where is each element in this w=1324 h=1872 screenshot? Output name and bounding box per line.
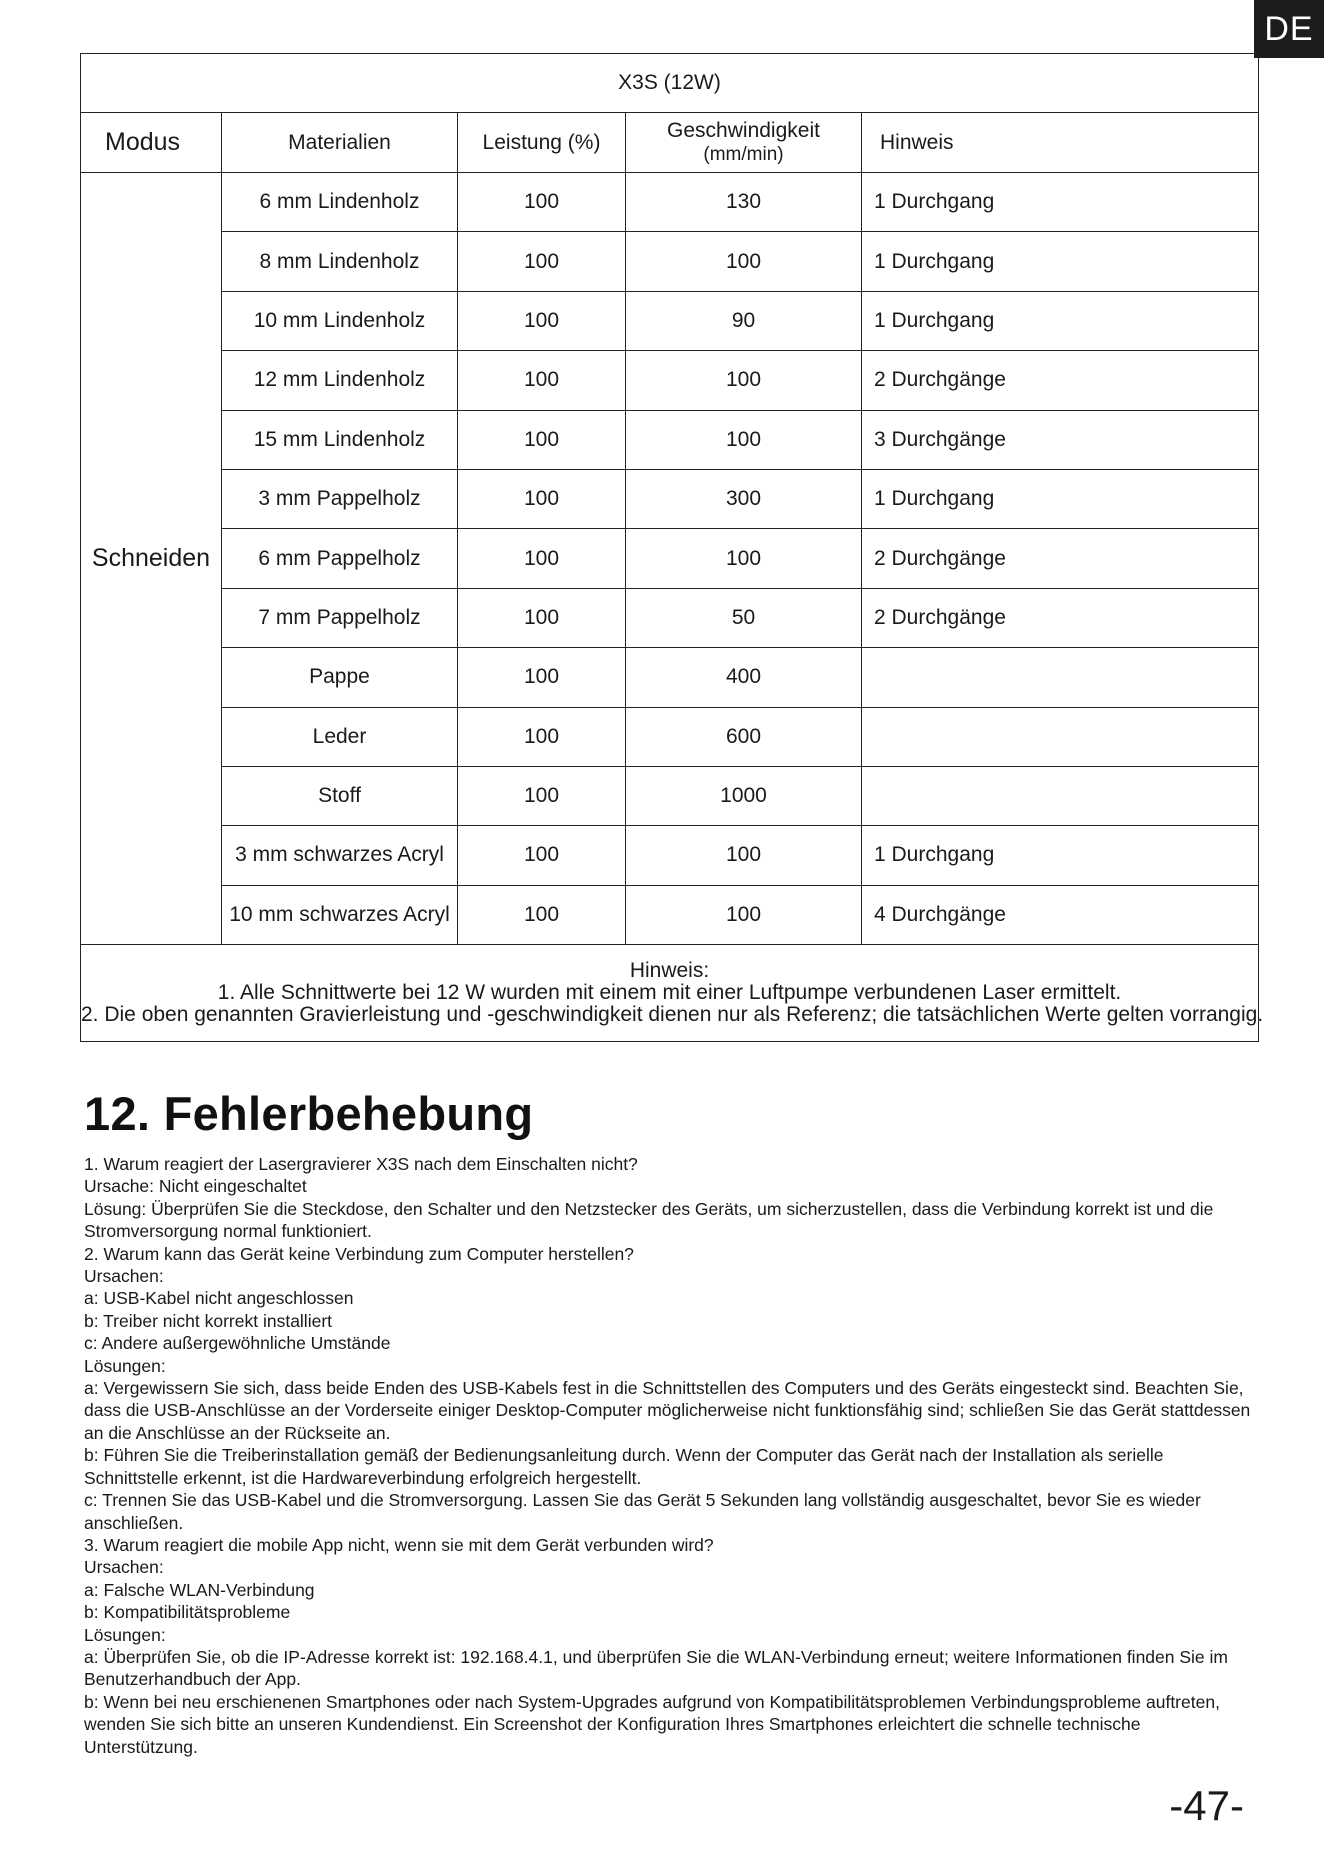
note-line-2: 2. Die oben genannten Gravierleistung und -geschwindigkeit dienen nur als Referenz; die tatsächlichen Werte gelten vorrangig. bbox=[81, 1003, 1264, 1027]
faq-item-3 bbox=[84, 1534, 1254, 1758]
power-cell: 100 bbox=[458, 291, 626, 350]
material-cell: 6 mm Lindenholz bbox=[222, 173, 458, 232]
table-body bbox=[81, 173, 1259, 945]
hint-cell: 2 Durchgänge bbox=[862, 529, 1259, 588]
faq-solution-b: b: Wenn bei neu erschienenen Smartphones oder nach System-Upgrades aufgrund von Kompatibilitätsproblemen Verbindungsprobleme auftreten, wenden Sie sich bitte an unseren Kundendienst. Ein Screenshot der Konfiguration Ihres Smartphones erleichtert die schnelle technische Unterstützung. bbox=[84, 1691, 1220, 1757]
header-power: Leistung (%) bbox=[458, 113, 626, 173]
hint-cell: 1 Durchgang bbox=[862, 469, 1259, 528]
power-cell: 100 bbox=[458, 648, 626, 707]
table-row bbox=[81, 173, 1259, 232]
note-label: Hinweis: bbox=[629, 959, 710, 983]
speed-cell: 90 bbox=[626, 291, 862, 350]
material-cell: Stoff bbox=[222, 766, 458, 825]
material-cell: 6 mm Pappelholz bbox=[222, 529, 458, 588]
speed-cell: 600 bbox=[626, 707, 862, 766]
table-title: X3S (12W) bbox=[81, 54, 1259, 113]
troubleshooting-section bbox=[84, 1086, 1254, 1758]
power-cell: 100 bbox=[458, 529, 626, 588]
speed-cell: 400 bbox=[626, 648, 862, 707]
speed-cell: 50 bbox=[626, 588, 862, 647]
material-cell: 7 mm Pappelholz bbox=[222, 588, 458, 647]
faq-solution: Lösung: Überprüfen Sie die Steckdose, den Schalter und den Netzstecker des Geräts, um sicherzustellen, dass die Verbindung korrekt ist und die Stromversorgung normal funktioniert. bbox=[84, 1198, 1214, 1242]
material-cell: 10 mm Lindenholz bbox=[222, 291, 458, 350]
speed-cell: 100 bbox=[626, 410, 862, 469]
speed-cell: 130 bbox=[626, 173, 862, 232]
hint-cell: 2 Durchgänge bbox=[862, 588, 1259, 647]
table-row bbox=[81, 648, 1259, 707]
power-cell: 100 bbox=[458, 173, 626, 232]
material-cell: 3 mm schwarzes Acryl bbox=[222, 826, 458, 885]
material-cell: 12 mm Lindenholz bbox=[222, 351, 458, 410]
note-line-1: 1. Alle Schnittwerte bei 12 W wurden mit einem mit einer Luftpumpe verbundenen Laser ermittelt. bbox=[217, 981, 1122, 1005]
speed-cell: 100 bbox=[626, 351, 862, 410]
material-cell: Leder bbox=[222, 707, 458, 766]
material-cell: Pappe bbox=[222, 648, 458, 707]
hint-cell: 1 Durchgang bbox=[862, 173, 1259, 232]
table-note bbox=[81, 945, 1264, 1042]
faq-causes-label: Ursachen: bbox=[84, 1266, 164, 1287]
faq-solutions-label: Lösungen: bbox=[84, 1355, 166, 1376]
power-cell: 100 bbox=[458, 410, 626, 469]
faq-causes-label: Ursachen: bbox=[84, 1557, 164, 1578]
table-row bbox=[81, 885, 1259, 944]
power-cell: 100 bbox=[458, 588, 626, 647]
power-cell: 100 bbox=[458, 469, 626, 528]
table-row bbox=[81, 410, 1259, 469]
table-row bbox=[81, 351, 1259, 410]
faq-cause-b: b: Kompatibilitätsprobleme bbox=[84, 1602, 291, 1623]
speed-cell: 100 bbox=[626, 885, 862, 944]
material-cell: 8 mm Lindenholz bbox=[222, 232, 458, 291]
table-row bbox=[81, 529, 1259, 588]
material-cell: 10 mm schwarzes Acryl bbox=[222, 885, 458, 944]
section-heading: 12. Fehlerbehebung bbox=[84, 1087, 534, 1140]
power-cell: 100 bbox=[458, 232, 626, 291]
header-speed bbox=[626, 113, 862, 173]
header-modus: Modus bbox=[81, 113, 222, 173]
faq-solutions-label: Lösungen: bbox=[84, 1624, 166, 1645]
speed-cell: 100 bbox=[626, 826, 862, 885]
hint-cell: 1 Durchgang bbox=[862, 291, 1259, 350]
table-row bbox=[81, 291, 1259, 350]
faq-question: 2. Warum kann das Gerät keine Verbindung zum Computer herstellen? bbox=[84, 1243, 634, 1264]
hint-cell bbox=[862, 766, 1259, 825]
hint-cell bbox=[862, 648, 1259, 707]
hint-cell: 1 Durchgang bbox=[862, 826, 1259, 885]
faq-question: 3. Warum reagiert die mobile App nicht, wenn sie mit dem Gerät verbunden wird? bbox=[84, 1534, 714, 1555]
power-cell: 100 bbox=[458, 707, 626, 766]
faq-cause-a: a: Falsche WLAN-Verbindung bbox=[84, 1579, 315, 1600]
header-speed-unit: (mm/min) bbox=[703, 144, 784, 165]
table-row bbox=[81, 826, 1259, 885]
speed-cell: 1000 bbox=[626, 766, 862, 825]
page-number: -47- bbox=[1169, 1782, 1244, 1829]
cutting-parameters-table bbox=[80, 53, 1264, 1042]
faq-solution-b: b: Führen Sie die Treiberinstallation gemäß der Bedienungsanleitung durch. Wenn der Computer das Gerät nach der Installation als serielle Schnittstelle erkennt, ist die Hardwareverbindung erfolgreich hergestellt. bbox=[84, 1445, 1164, 1488]
faq-cause-a: a: USB-Kabel nicht angeschlossen bbox=[84, 1288, 354, 1309]
power-cell: 100 bbox=[458, 885, 626, 944]
faq-cause: Ursache: Nicht eingeschaltet bbox=[84, 1176, 307, 1197]
speed-cell: 100 bbox=[626, 232, 862, 291]
faq-question: 1. Warum reagiert der Lasergravierer X3S nach dem Einschalten nicht? bbox=[84, 1154, 638, 1174]
speed-cell: 100 bbox=[626, 529, 862, 588]
faq-item-1 bbox=[84, 1153, 1254, 1243]
faq-cause-c: c: Andere außergewöhnliche Umstände bbox=[84, 1333, 391, 1354]
material-cell: 3 mm Pappelholz bbox=[222, 469, 458, 528]
table-title-row bbox=[81, 54, 1259, 113]
hint-cell: 2 Durchgänge bbox=[862, 351, 1259, 410]
table-note-row bbox=[81, 945, 1259, 1042]
faq-solution-c: c: Trennen Sie das USB-Kabel und die Stromversorgung. Lassen Sie das Gerät 5 Sekunden lang vollständig ausgeschaltet, bevor Sie es wieder anschließen. bbox=[84, 1490, 1201, 1533]
hint-cell: 1 Durchgang bbox=[862, 232, 1259, 291]
faq-solution-a: a: Überprüfen Sie, ob die IP-Adresse korrekt ist: 192.168.4.1, und überprüfen Sie die WLAN-Verbindung erneut; weitere Informationen finden Sie im Benutzerhandbuch der App. bbox=[84, 1646, 1228, 1690]
table-row bbox=[81, 232, 1259, 291]
faq-item-2 bbox=[84, 1243, 1254, 1534]
table-row bbox=[81, 707, 1259, 766]
table-row bbox=[81, 588, 1259, 647]
hint-cell: 3 Durchgänge bbox=[862, 410, 1259, 469]
table-row bbox=[81, 469, 1259, 528]
faq-cause-b: b: Treiber nicht korrekt installiert bbox=[84, 1310, 333, 1331]
mode-cell: Schneiden bbox=[81, 173, 222, 945]
table-row bbox=[81, 766, 1259, 825]
power-cell: 100 bbox=[458, 351, 626, 410]
header-hint: Hinweis bbox=[862, 113, 1259, 173]
power-cell: 100 bbox=[458, 766, 626, 825]
power-cell: 100 bbox=[458, 826, 626, 885]
header-speed-label: Geschwindigkeit bbox=[667, 119, 820, 142]
hint-cell bbox=[862, 707, 1259, 766]
material-cell: 15 mm Lindenholz bbox=[222, 410, 458, 469]
speed-cell: 300 bbox=[626, 469, 862, 528]
language-badge: DE bbox=[1254, 0, 1324, 58]
table-header-row bbox=[81, 113, 1259, 173]
header-materials: Materialien bbox=[222, 113, 458, 173]
hint-cell: 4 Durchgänge bbox=[862, 885, 1259, 944]
faq-solution-a: a: Vergewissern Sie sich, dass beide Enden des USB-Kabels fest in die Schnittstellen des Computers und des Geräts eingesteckt sind. Beachten Sie, dass die USB-Anschlüsse an der Vorderseite einiger Desktop-Computer möglicherweise nicht funktionsfähig sind; schließen Sie das Gerät stattdessen an die Anschlüsse an der Rückseite an. bbox=[84, 1378, 1251, 1443]
